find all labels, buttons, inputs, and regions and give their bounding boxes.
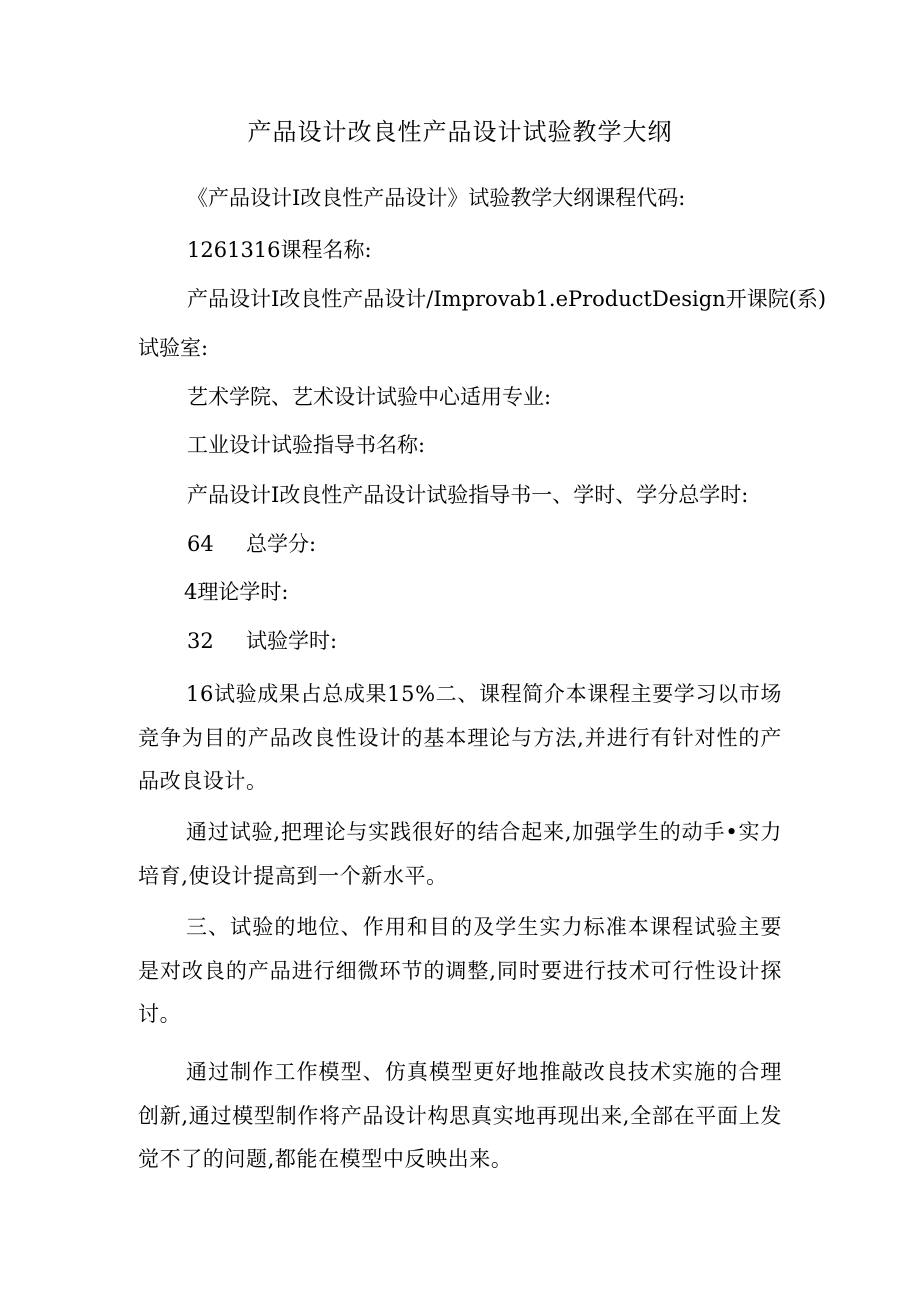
total-hours-line — [187, 529, 316, 559]
total-hours-value: 64 — [187, 532, 214, 556]
course-title-line: 产品设计I改良性产品设计/Improvab1.eProductDesign开课院(系) — [187, 287, 827, 311]
lab-hours-label: 试验学时: — [246, 629, 338, 653]
paragraph-intro: 16试验成果占总成果15%二、课程简介本课程主要学习以市场竞争为目的产品改良性设计的基本理论与方法,并进行有针对性的产品改良设计。 — [138, 682, 782, 793]
course-code-line: 《产品设计I改良性产品设计》试验教学大纲课程代码: — [187, 186, 686, 210]
paragraph-status: 三、试验的地位、作用和目的及学生实力标准本课程试验主要是对改良的产品进行细微环节的调整,同时要进行技术可行性设计探讨。 — [138, 915, 782, 1026]
theory-hours-value: 32 — [187, 629, 214, 653]
lab-line: 试验室: — [138, 336, 209, 360]
paragraph-model: 通过制作工作模型、仿真模型更好地推敲改良技术实施的合理创新,通过模型制作将产品设计构思真实地再现出来,全部在平面上发觉不了的问题,都能在模型中反映出来。 — [138, 1060, 782, 1171]
department-line: 艺术学院、艺术设计试验中心适用专业: — [187, 385, 552, 409]
course-name-line: 1261316课程名称: — [187, 238, 372, 262]
guide-book-line: 产品设计I改良性产品设计试验指导书一、学时、学分总学时: — [187, 483, 749, 507]
total-credits-label: 总学分: — [246, 532, 317, 556]
major-line: 工业设计试验指导书名称: — [187, 433, 426, 457]
theory-hours-line — [187, 626, 337, 656]
document-title: 产品设计改良性产品设计试验教学大纲 — [247, 118, 673, 146]
credits-line: 4理论学时: — [184, 580, 289, 604]
paragraph-experiment: 通过试验,把理论与实践很好的结合起来,加强学生的动手•实力培育,使设计提高到一个新水平。 — [138, 820, 782, 888]
